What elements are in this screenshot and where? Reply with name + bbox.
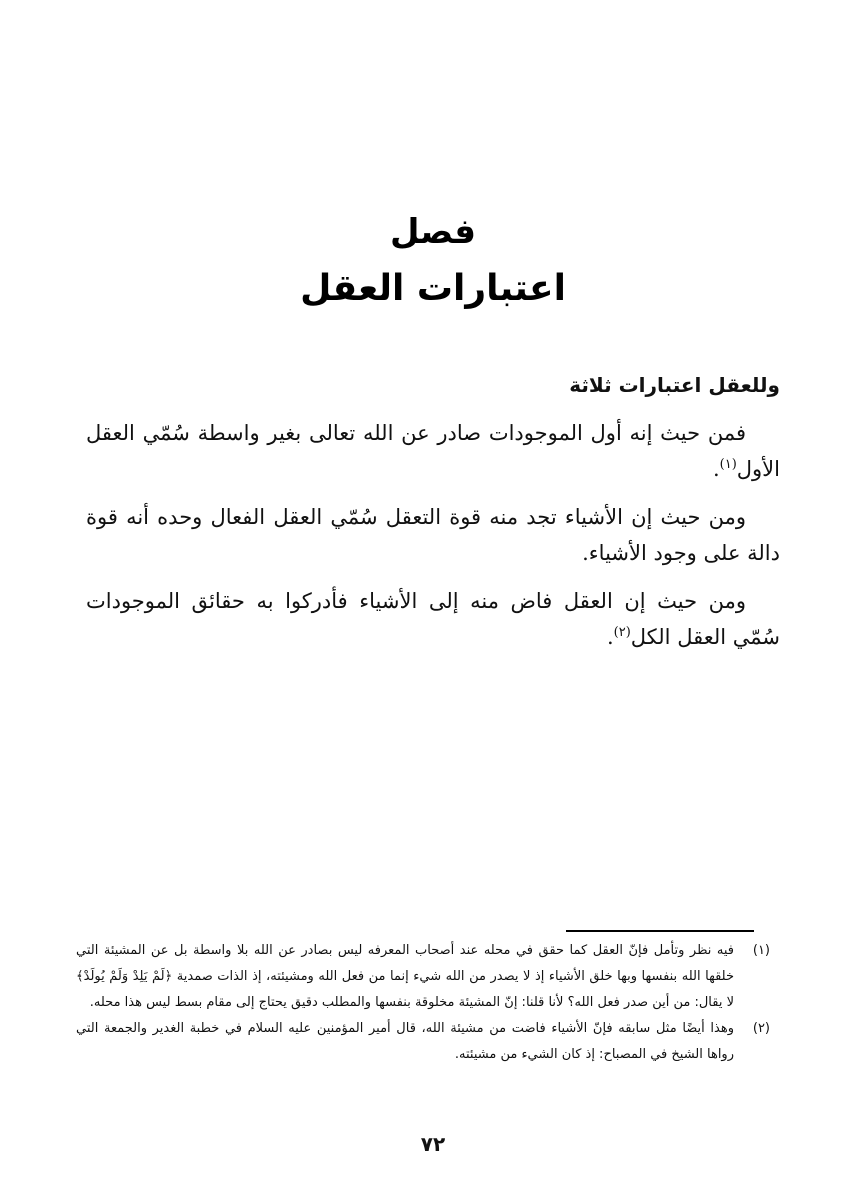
paragraph-text: فمن حيث إنه أول الموجودات صادر عن الله تعالى بغير واسطة سُمّي العقل الأول [86,421,780,481]
paragraph-end: . [606,625,614,649]
page-number: ٧٢ [420,1132,446,1156]
paragraph-text: ومن حيث إن العقل فاض منه إلى الأشياء فأدركوا به حقائق الموجودات سُمّي العقل الكل [86,589,780,649]
footnote-number: (١) [752,943,770,958]
paragraph-first-intellect [86,415,780,487]
footnote-ref-1: (١) [719,457,737,472]
footnote-number: (٢) [752,1021,770,1036]
chapter-title: اعتبارات العقل [300,268,566,309]
paragraph-end: . [712,457,720,481]
footnote-1 [76,938,770,1016]
main-text [86,365,780,667]
footnote-divider [566,930,754,932]
paragraph-active-intellect [86,499,780,571]
footnote-text: وهذا أيضًا مثل سابقه فإنّ الأشياء فاضت من مشيئة الله، قال أمير المؤمنين عليه السلام في خطبة الغدير والجمعة التي رواها الشيخ في المصباح: إذ كان الشيء من مشيئته. [76,1021,734,1062]
footnote-ref-2: (٢) [613,625,631,640]
footnote-text: فيه نظر وتأمل فإنّ العقل كما حقق في محله عند أصحاب المعرفه ليس بصادر عن الله بلا واسطة بل عن المشيئة التي خلقها الله بنفسها وبها خلق الأشياء إذ لا يصدر من الله شيء إنما من فعل الله ومشيئته، إذ الذات صمدية ﴿لَمْ يَلِدْ وَلَمْ يُولَدْ﴾ لا يقال: من أين صدر فعل الله؟ لأنا قلنا: إنّ المشيئة مخلوقة بنفسها والمطلب دقيق يحتاج إلى مقام بسط ليس هذا محله. [76,943,734,1010]
chapter-label: فصل [389,212,477,252]
section-heading: وللعقل اعتبارات ثلاثة [569,373,780,397]
footnote-2 [76,1016,770,1068]
footnotes [76,938,770,1068]
paragraph-universal-intellect [86,583,780,655]
paragraph-text: ومن حيث إن الأشياء تجد منه قوة التعقل سُمّي العقل الفعال وحده أنه قوة دالة على وجود الأشياء. [86,505,780,565]
